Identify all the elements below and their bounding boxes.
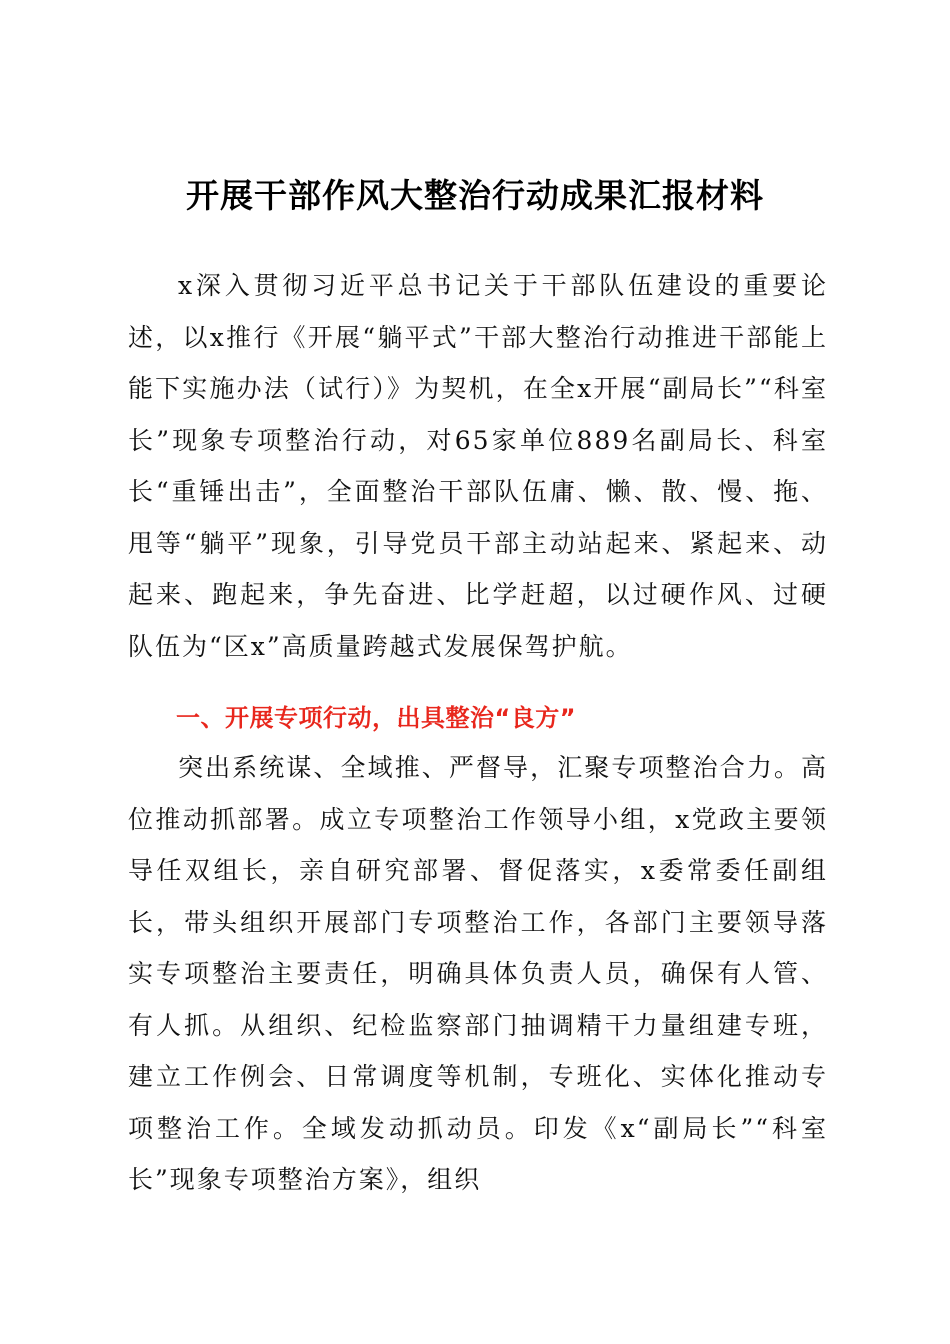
section-heading: 一、开展专项行动，出具整治“良方” — [176, 704, 577, 732]
section-paragraph: 突出系统谋、全域推、严督导，汇聚专项整治合力。高位推动抓部署。成立专项整治工作领导小组，x党政主要领导任双组长，亲自研究部署、督促落实，x委常委任副组长，带头组织开展部门专项整治工作，各部门主要领导落实专项整治主要责任，明确具体负责人员，确保有人管、有人抓。从组织、纪检监察部门抽调精干力量组建专班，建立工作例会、日常调度等机制，专班化、实体化推动专项整治工作。全域发动抓动员。印发《x“副局长”“科室长”现象专项整治方案》，组织 — [128, 753, 828, 1194]
intro-paragraph: x深入贯彻习近平总书记关于干部队伍建设的重要论述，以x推行《开展“躺平式”干部大整治行动推进干部能上能下实施办法（试行）》为契机，在全x开展“副局长”“科室长”现象专项整治行动，对65家单位889名副局长、科室长“重锤出击”，全面整治干部队伍庸、懒、散、慢、拖、甩等“躺平”现象，引导党员干部主动站起来、紧起来、动起来、跑起来，争先奋进、比学赶超，以过硬作风、过硬队伍为“区x”高质量跨越式发展保驾护航。 — [128, 271, 828, 661]
document-title: 开展干部作风大整治行动成果汇报材料 — [186, 176, 764, 215]
